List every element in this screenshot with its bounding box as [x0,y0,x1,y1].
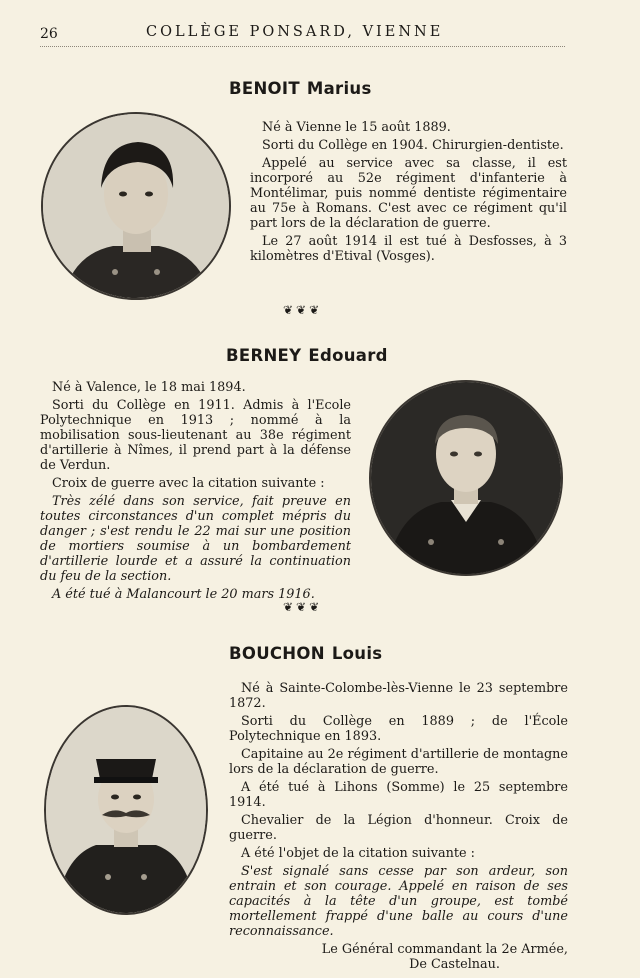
bio-paragraph: Appelé au service avec sa classe, il est incorporé au 52e régiment d'infanterie à Montélimar, puis nommé dentiste régimentaire au 75e à Romans. C'est avec ce régiment qu'il part lors de la déclaration de guerre. [250,156,567,231]
bio-paragraph: A été tué à Malancourt le 20 mars 1916. [52,587,315,602]
bio-paragraph: A été l'objet de la citation suivante : [241,846,475,861]
entry-bouchon-name [229,644,382,663]
page-number: 26 [40,26,58,42]
firstname: Edouard [308,346,388,365]
entry-berney-name [226,346,388,365]
surname: BENOIT [229,79,300,98]
surname: BOUCHON [229,644,325,663]
bio-paragraph: Croix de guerre avec la citation suivante : [52,476,325,491]
portrait-benoit [41,112,231,300]
portrait-berney-image [371,382,561,574]
bio-paragraph: Sorti du Collège en 1911. Admis à l'Ecole Polytechnique en 1913 ; nommé à la mobilisation sous-lieutenant au 38e régiment d'artillerie à Nîmes, il prend part à la défense de Verdun. [40,398,351,473]
bio-berney [40,380,351,605]
bio-paragraph: Chevalier de la Légion d'honneur. Croix de guerre. [229,813,568,843]
portrait-bouchon-image [46,707,206,913]
citation-text: Très zélé dans son service, fait preuve en toutes circonstances d'un complet mépris du danger ; s'est rendu le 22 mai sur une position de mortiers soumise à un bombardement d'artillerie lourde et a assuré la continuation du feu de la section. [40,494,351,584]
signature-name: De Castelnau. [409,957,500,972]
running-header: COLLÈGE PONSARD, VIENNE [146,24,444,40]
portrait-benoit-image [43,114,229,298]
surname: BERNEY [226,346,302,365]
firstname: Louis [331,644,383,663]
portrait-berney [369,380,563,576]
firstname: Marius [306,79,372,98]
header-rule [40,46,565,47]
citation-text: S'est signalé sans cesse par son ardeur, son entrain et son courage. Appelé en raison de ses capacités à la tête d'un groupe, est tombé mortellement frappé d'une balle au cours d'une reconnaissance. [229,864,568,939]
bio-paragraph: Le 27 août 1914 il est tué à Desfosses, à 3 kilomètres d'Etival (Vosges). [250,234,567,264]
entry-benoit-name [229,79,372,98]
section-ornament: ❦❦❦ [283,303,323,317]
signature-line: Le Général commandant la 2e Armée, [321,942,568,957]
section-ornament: ❦❦❦ [283,600,323,614]
bio-paragraph: Sorti du Collège en 1889 ; de l'École Polytechnique en 1893. [229,714,568,744]
bio-paragraph: Sorti du Collège en 1904. Chirurgien-dentiste. [262,138,564,153]
bio-paragraph: Né à Vienne le 15 août 1889. [262,120,451,135]
bio-paragraph: Capitaine au 2e régiment d'artillerie de montagne lors de la déclaration de guerre. [229,747,568,777]
bio-benoit [250,120,567,267]
portrait-bouchon [44,705,208,915]
bio-bouchon [229,681,568,972]
bio-paragraph: Né à Valence, le 18 mai 1894. [52,380,246,395]
bio-paragraph: A été tué à Lihons (Somme) le 25 septembre 1914. [229,780,568,810]
bio-paragraph: Né à Sainte-Colombe-lès-Vienne le 23 septembre 1872. [229,681,568,711]
